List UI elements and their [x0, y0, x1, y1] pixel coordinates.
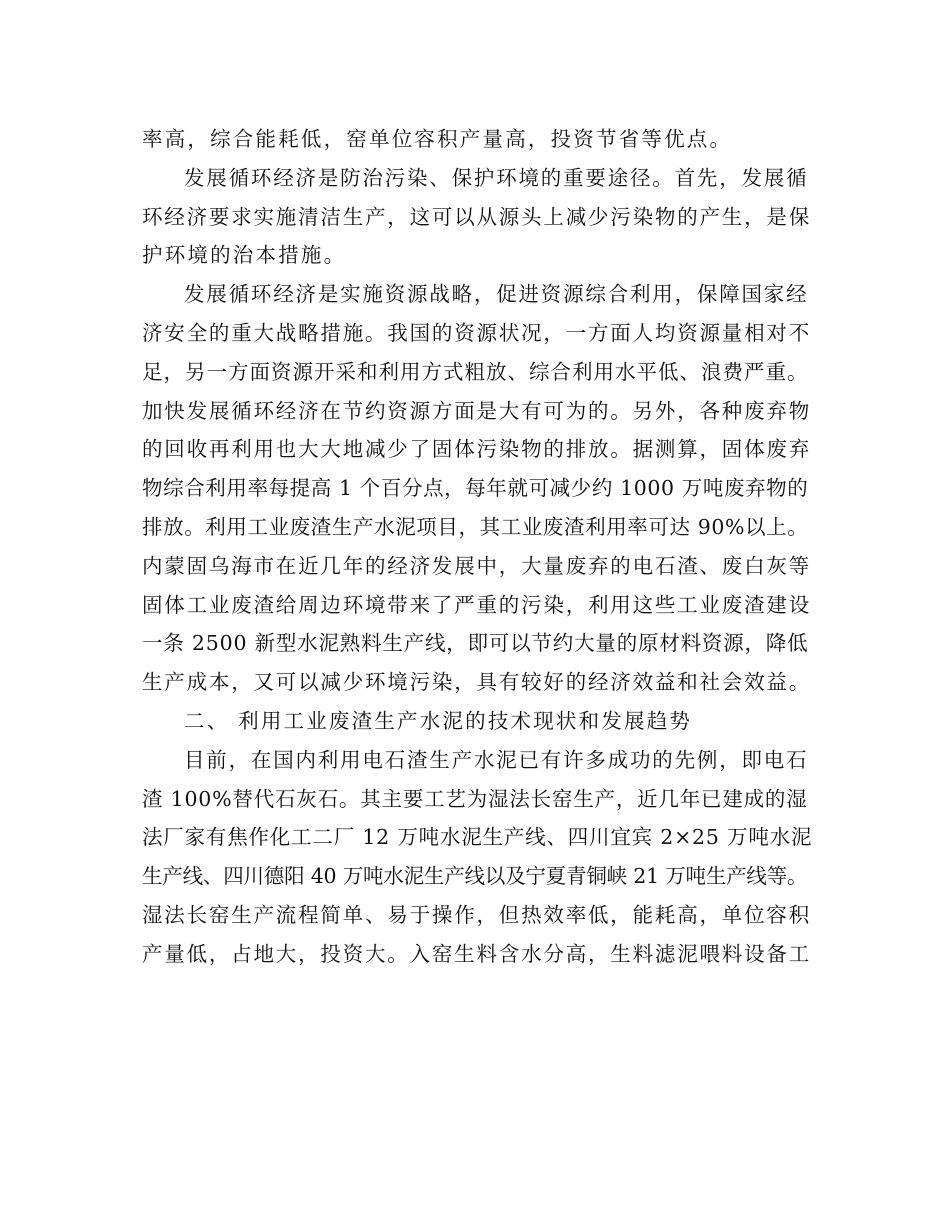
text-line: 生产线、四川德阳 40 万吨水泥生产线以及宁夏青铜峡 21 万吨生产线等。 — [142, 864, 808, 889]
text-line: 济安全的重大战略措施。我国的资源状况，一方面人均资源量相对不 — [142, 320, 811, 345]
text-line: 湿法长窑生产流程简单、易于操作，但热效率低，能耗高，单位容积 — [142, 902, 811, 927]
text-line: 发展循环经济是实施资源战略，促进资源综合利用，保障国家经 — [184, 282, 809, 307]
text-line: 率高，综合能耗低，窑单位容积产量高，投资节省等优点。 — [142, 127, 733, 151]
text-line: 内蒙固乌海市在近几年的经济发展中，大量废弃的电石渣、废白灰等 — [142, 553, 811, 578]
text-line: 护环境的治本措施。 — [142, 243, 347, 268]
text-line: 固体工业废渣给周边环境带来了严重的污染，利用这些工业废渣建设 — [142, 592, 811, 617]
text-line: 物综合利用率每提高 1 个百分点，每年就可减少约 1000 万吨废弃物的 — [142, 476, 809, 501]
text-line: 的回收再利用也大大地减少了固体污染物的排放。据测算，固体废弃 — [142, 437, 811, 462]
text-line: 环经济要求实施清洁生产，这可以从源头上减少污染物的产生，是保 — [142, 204, 811, 229]
text-line: 加快发展循环经济在节约资源方面是大有可为的。另外，各种废弃物 — [142, 398, 811, 423]
section-heading: 二、 利用工业废渣生产水泥的技术现状和发展趋势 — [184, 708, 693, 733]
text-line: 法厂家有焦作化工二厂 12 万吨水泥生产线、四川宜宾 2×25 万吨水泥 — [142, 825, 813, 850]
text-line: 一条 2500 新型水泥熟料生产线，即可以节约大量的原材料资源，降低 — [142, 631, 809, 656]
text-line: 排放。利用工业废渣生产水泥项目，其工业废渣利用率可达 90%以上。 — [142, 514, 809, 539]
text-line: 渣 100%替代石灰石。其主要工艺为湿法长窑生产，近几年已建成的湿 — [142, 786, 808, 811]
text-line: 发展循环经济是防治污染、保护环境的重要途径。首先，发展循 — [184, 165, 809, 190]
text-line: 生产成本，又可以减少环境污染，具有较好的经济效益和社会效益。 — [142, 670, 811, 695]
text-line: 产量低，占地大，投资大。入窑生料含水分高，生料滤泥喂料设备工 — [142, 941, 811, 966]
text-line: 足，另一方面资源开采和利用方式粗放、综合利用水平低、浪费严重。 — [142, 359, 809, 384]
text-line: 目前，在国内利用电石渣生产水泥已有许多成功的先例，即电石 — [184, 747, 809, 772]
document-body — [142, 120, 812, 974]
